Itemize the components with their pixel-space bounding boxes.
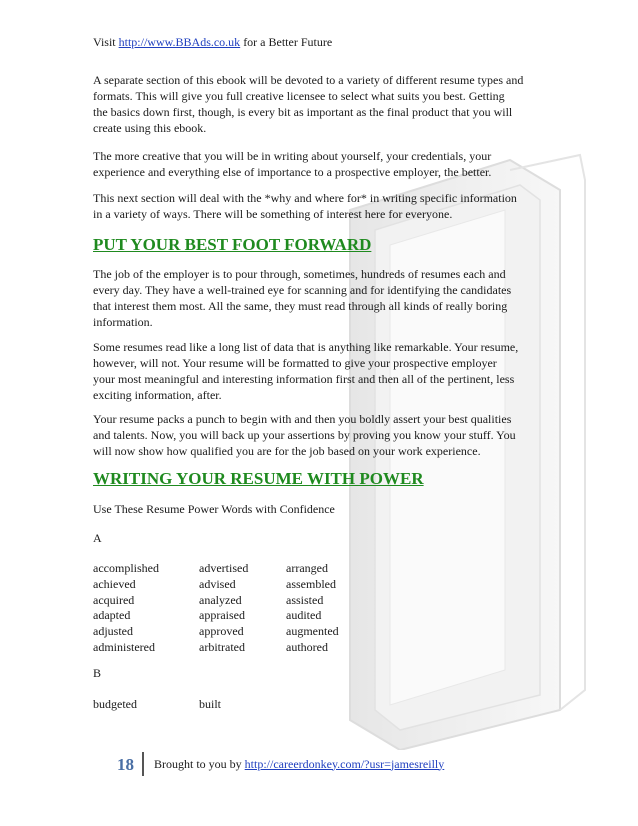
- header-prefix: Visit: [93, 35, 116, 49]
- table-row: accomplished advertised arranged: [93, 561, 328, 575]
- table-row: budgeted built: [93, 697, 222, 711]
- header-suffix: for a Better Future: [243, 35, 333, 49]
- intro-paragraph-2: The more creative that you will be in writing about yourself, your credentials, your experience and everything else of importance to a prospective employer, the better.: [93, 149, 492, 179]
- section-heading-writing-power: WRITING YOUR RESUME WITH POWER: [93, 469, 424, 488]
- header-link[interactable]: http://www.BBAds.co.uk: [118, 35, 241, 49]
- letter-b-label: B: [93, 666, 102, 680]
- page-footer: [100, 752, 444, 776]
- footer-prefix: Brought to you by: [154, 756, 242, 771]
- section1-paragraph-1: The job of the employer is to pour through, sometimes, hundreds of resumes each and every day. They have a well-trained eye for scanning and for identifying the candidates that interest them most. All the same, they must read through all kinds of really boring information.: [93, 267, 512, 329]
- table-row: administered arbitrated authored: [93, 639, 328, 654]
- intro-paragraph-3: This next section will deal with the *why and where for* in writing specific information in a variety of ways. There will be something of interest here for everyone.: [93, 191, 517, 221]
- power-words-intro: Use These Resume Power Words with Confidence: [93, 502, 335, 516]
- page-header: [93, 35, 332, 50]
- table-row: adjusted approved augmented: [93, 624, 339, 639]
- section1-paragraph-3: Your resume packs a punch to begin with and then you boldly assert your best qualities and talents. Now, you will back up your assertions by proving you know your stuff. You will now show how qualified you are for the job based on your work experience.: [93, 412, 516, 458]
- footer-link[interactable]: http://careerdonkey.com/?usr=jamesreilly: [244, 756, 445, 771]
- table-row: adapted appraised audited: [93, 608, 322, 623]
- section1-paragraph-2: Some resumes read like a long list of data that is anything like remarkable. Your resume, however, will not. Your resume will be formatted to give your prospective employer your most meaningful and interesting information first and then all of the pertinent, less exciting information, after.: [93, 340, 519, 402]
- table-row: achieved advised assembled: [93, 576, 336, 591]
- table-row: acquired analyzed assisted: [93, 592, 324, 607]
- letter-a-label: A: [93, 531, 102, 545]
- power-words-a-table: [93, 561, 386, 656]
- intro-paragraph-1: A separate section of this ebook will be devoted to a variety of different resume types and formats. This will give you full creative licensee to select what suits you best. Getting the basics down first, though, is every bit as important as the final product that you will create using this ebook.: [93, 73, 524, 135]
- section-heading-best-foot: PUT YOUR BEST FOOT FORWARD: [93, 235, 372, 254]
- page-number: 18: [100, 752, 144, 776]
- power-words-b-table: [93, 697, 286, 713]
- footer-text: [144, 757, 444, 772]
